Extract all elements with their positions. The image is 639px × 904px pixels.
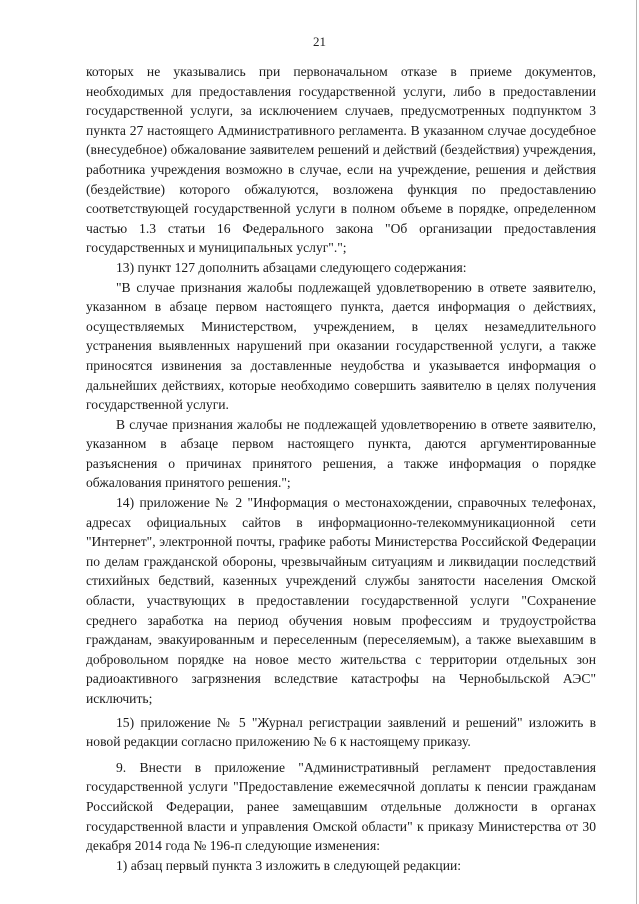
document-body bbox=[86, 62, 596, 875]
paragraph-subitem-1: 1) абзац первый пункта 3 изложить в следующей редакции: bbox=[116, 857, 462, 873]
paragraph-item-13: 13) пункт 127 дополнить абзацами следующего содержания: bbox=[116, 259, 467, 275]
paragraph-quote-satisfied: "В случае признания жалобы подлежащей удовлетворению в ответе заявителю, указанном в абзаце первом настоящего пункта, дается информация о действиях, осуществляемых Министерством, учреждением, в целях незамедлительного устранения выявленных нарушений при оказании государственной услуги, а также приносятся извинения за доставленные неудобства и указывается информация о дальнейших действиях, которые необходимо совершить заявителю в целях получения государственной услуги. bbox=[86, 279, 596, 413]
scan-edge-line bbox=[636, 0, 637, 904]
paragraph-item-14: 14) приложение № 2 "Информация о местонахождении, справочных телефонах, адресах официальных сайтов в информационно-телекоммуникационной сети "Интернет", электронной почты, графике работы Министерства Российской Федерации по делам гражданской обороны, чрезвычайным ситуациям и ликвидации последствий стихийных бедствий, казенных учреждений службы занятости населения Омской области, участвующих в предоставлении государственной услуги "Сохранение среднего заработка на период обучения новым профессиям и трудоустройства гражданам, эвакуированным и переселенным (переселяемым), а также выехавшим в добровольном порядке на новое место жительства с территории отдельных зон радиоактивного загрязнения вследствие катастрофы на Чернобыльской АЭС" исключить; bbox=[86, 495, 596, 706]
paragraph-continuation: которых не указывались при первоначальном отказе в приеме документов, необходимых для предоставления государственной услуги, либо в предоставлении государственной услуги, за исключением случаев, предусмотренных подпунктом 3 пункта 27 настоящего Административного регламента. В указанном случае досудебное (внесудебное) обжалование заявителем решений и действий (бездействия) учреждения, работника учреждения возможно в случае, если на учреждение, решения и действия (бездействие) которого обжалуются, возложена функция по предоставлению соответствующей государственной услуги в полном объеме в порядке, определенном частью 1.3 статьи 16 Федерального закона "Об организации предоставления государственных и муниципальных услуг"."; bbox=[86, 64, 596, 256]
paragraph-quote-not-satisfied: В случае признания жалобы не подлежащей удовлетворению в ответе заявителю, указанном в абзаце первом настоящего пункта, даются аргументированные разъяснения о причинах принятого решения, а также информация о порядке обжалования принятого решения."; bbox=[86, 416, 596, 491]
paragraph-item-15: 15) приложение № 5 "Журнал регистрации заявлений и решений" изложить в новой редакции согласно приложению № 6 к настоящему приказу. bbox=[86, 714, 596, 750]
page-number: 21 bbox=[313, 34, 326, 49]
paragraph-item-9: 9. Внести в приложение "Административный регламент предоставления государственной услуги "Предоставление ежемесячной доплаты к пенсии гражданам Российской Федерации, ранее замещавшим отдельные должности в органах государственной власти и управления Омской области" к приказу Министерства от 30 декабря 2014 года № 196-п следующие изменения: bbox=[86, 759, 596, 854]
